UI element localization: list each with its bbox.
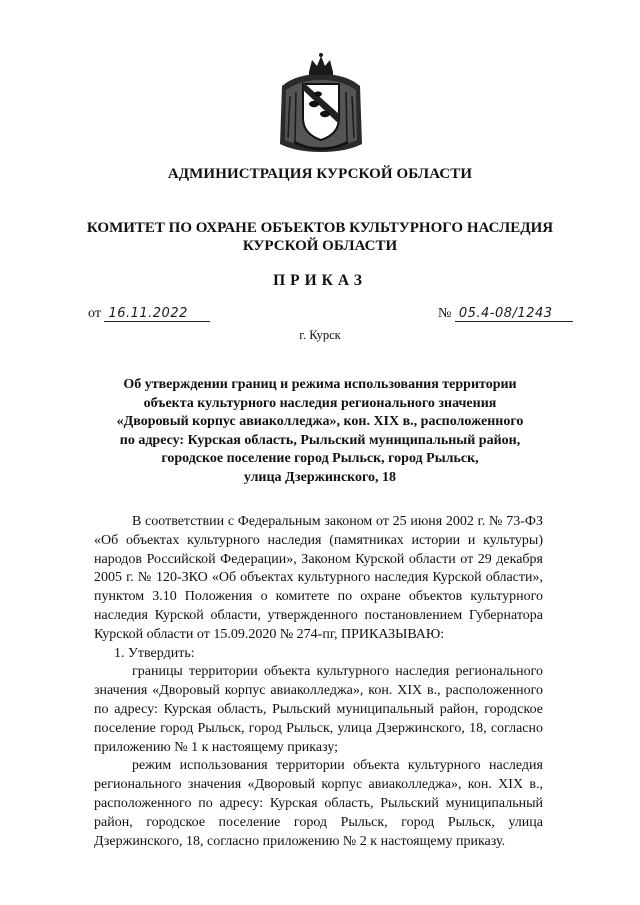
committee-title xyxy=(0,219,640,255)
city: г. Курск xyxy=(299,328,341,342)
from-label: от xyxy=(88,306,101,321)
committee-title-line2: КУРСКОЙ ОБЛАСТИ xyxy=(242,238,398,254)
order-number: 05.4-08/1243 xyxy=(455,307,573,322)
order-subject xyxy=(90,376,550,488)
item-1-heading: 1. Утвердить: xyxy=(114,645,195,661)
number-label: № xyxy=(438,306,452,321)
item-1-regime: режим использования территории объекта культурного наследия регионального значения «Дворовый корпус авиаколледжа», кон. XIX в., расположенного по адресу: Курская область, Рыльский муниципальный район, городское поселение город Рыльск, город Рыльск, улица Дзержинского, 18, согласно приложению № 2 к настоящему приказу. xyxy=(94,758,543,849)
administration-title: АДМИНИСТРАЦИЯ КУРСКОЙ ОБЛАСТИ xyxy=(167,166,473,182)
subject-line: по адресу: Курская область, Рыльский муниципальный район, xyxy=(119,432,521,448)
order-body xyxy=(94,513,543,851)
document-type: ПРИКАЗ xyxy=(273,272,367,289)
preamble-paragraph: В соответствии с Федеральным законом от 25 июня 2002 г. № 73-ФЗ «Об объектах культурного наследия (памятниках истории и культуры) народов Российской Федерации», Законом Курской области от 29 декабря 2005 г. № 120-ЗКО «Об объектах культурного наследия Курской области», пунктом 3.10 Положения о комитете по охране объектов культурного наследия Курской области, утвержденного постановлением Губернатора Курской области от 15.09.2020 № 274-пг, ПРИКАЗЫВАЮ: xyxy=(94,514,543,642)
coat-of-arms-icon xyxy=(276,52,366,156)
committee-title-line1: КОМИТЕТ ПО ОХРАНЕ ОБЪЕКТОВ КУЛЬТУРНОГО НАСЛЕДИЯ xyxy=(86,220,554,236)
subject-line: Об утверждении границ и режима использования территории xyxy=(123,377,517,392)
subject-line: «Дворовый корпус авиаколледжа», кон. XIX в., расположенного xyxy=(116,414,524,430)
order-date: 16.11.2022 xyxy=(104,307,210,322)
item-1-boundaries: границы территории объекта культурного наследия регионального значения «Дворовый корпус авиаколледжа», кон. XIX в., расположенного по адресу: Курская область, Рыльский муниципальный район, городское поселение город Рыльск, город Рыльск, улица Дзержинского, 18, согласно приложению № 1 к настоящему приказу; xyxy=(94,664,543,755)
subject-line: городское поселение город Рыльск, город Рыльск, xyxy=(161,451,479,467)
subject-line: объекта культурного наследия регионального значения xyxy=(143,395,497,411)
order-number-block xyxy=(438,306,573,322)
subject-line: улица Дзержинского, 18 xyxy=(243,469,397,485)
order-date-block xyxy=(88,306,210,322)
